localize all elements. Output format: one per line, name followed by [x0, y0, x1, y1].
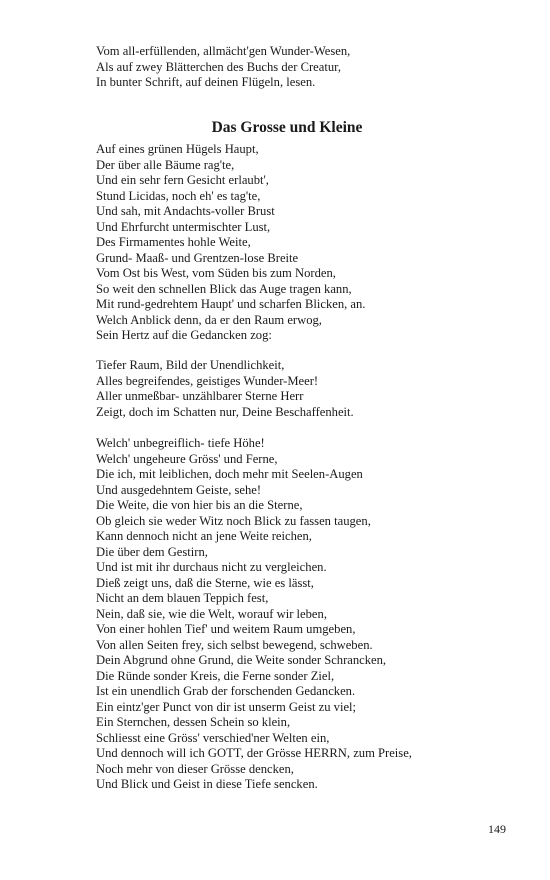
verse-line: Und dennoch will ich GOTT, der Grösse HERRN, zum Preise, [96, 746, 412, 760]
verse-line: Vom all-erfüllenden, allmächt'gen Wunder-Wesen, [96, 44, 351, 58]
verse-line: Welch' unbegreiflich- tiefe Höhe! [96, 436, 265, 450]
verse-line: Ist ein unendlich Grab der forschenden Gedancken. [96, 684, 356, 698]
verse-line: Noch mehr von dieser Grösse dencken, [96, 761, 294, 776]
verse-line: Die Ründe sonder Kreis, die Ferne sonder Ziel, [96, 668, 335, 683]
verse-line: Vom Ost bis West, vom Süden bis zum Norden, [96, 266, 336, 280]
stanza-3 [96, 436, 516, 793]
page-number: 149 [488, 822, 506, 836]
verse-line: Nicht an dem blauen Teppich fest, [96, 591, 269, 605]
verse-line: Die über dem Gestirn, [96, 544, 208, 559]
verse-line: Alles begreifendes, geistiges Wunder-Meer! [96, 373, 319, 388]
verse-line: Aller unmeßbar- unzählbarer Sterne Herr [96, 389, 304, 403]
verse-line: Ein Sternchen, dessen Schein so klein, [96, 715, 291, 729]
verse-line: Ein eintz'ger Punct von dir ist unserm Geist zu viel; [96, 699, 357, 714]
verse-line: Schliesst eine Gröss' verschied'ner Welten ein, [96, 730, 330, 745]
verse-line: Ob gleich sie weder Witz noch Blick zu fassen taugen, [96, 513, 371, 528]
verse-line: Tiefer Raum, Bild der Unendlichkeit, [96, 358, 285, 372]
verse-line: Von allen Seiten frey, sich selbst bewegend, schweben. [96, 637, 373, 652]
verse-line: Grund- Maaß- und Grentzen-lose Breite [96, 250, 299, 265]
stanza-1 [96, 142, 516, 344]
verse-line: Kann dennoch nicht an jene Weite reichen, [96, 529, 312, 543]
verse-line: Die Weite, die von hier bis an die Sterne, [96, 498, 303, 512]
verse-line: Mit rund-gedrehtem Haupt' und scharfen Blicken, an. [96, 297, 366, 311]
verse-line: Welch Anblick denn, da er den Raum erwog, [96, 312, 322, 327]
verse-line: Von einer hohlen Tief' und weitem Raum umgeben, [96, 622, 356, 636]
verse-line: Die ich, mit leiblichen, doch mehr mit Seelen-Augen [96, 467, 363, 481]
verse-line: Und sah, mit Andachts-voller Brust [96, 204, 275, 218]
intro-verse [96, 44, 516, 91]
verse-line: In bunter Schrift, auf deinen Flügeln, lesen. [96, 75, 316, 89]
verse-line: Welch' ungeheure Gröss' und Ferne, [96, 451, 278, 466]
verse-line: Des Firmamentes hohle Weite, [96, 235, 251, 249]
verse-line: Nein, daß sie, wie die Welt, worauf wir leben, [96, 606, 327, 621]
verse-line: Als auf zwey Blätterchen des Buchs der Creatur, [96, 59, 341, 74]
verse-line: Und Blick und Geist in diese Tiefe sencken. [96, 777, 318, 791]
verse-line: Dein Abgrund ohne Grund, die Weite sonder Schrancken, [96, 653, 387, 667]
verse-line: Stund Licidas, noch eh' es tag'te, [96, 188, 261, 203]
verse-line: Dieß zeigt uns, daß die Sterne, wie es lässt, [96, 575, 314, 590]
verse-line: So weit den schnellen Blick das Auge tragen kann, [96, 281, 352, 296]
verse-line: Und ist mit ihr durchaus nicht zu vergleichen. [96, 560, 327, 574]
verse-line: Und ausgedehntem Geiste, sehe! [96, 482, 262, 497]
poem-title: Das Grosse und Kleine [211, 119, 363, 136]
stanza-2 [96, 358, 516, 420]
verse-line: Sein Hertz auf die Gedancken zog: [96, 328, 272, 342]
verse-line: Zeigt, doch im Schatten nur, Deine Beschaffenheit. [96, 404, 354, 419]
verse-line: Und ein sehr fern Gesicht erlaubt', [96, 173, 269, 187]
verse-line: Der über alle Bäume rag'te, [96, 157, 235, 172]
verse-line: Auf eines grünen Hügels Haupt, [96, 142, 259, 156]
verse-line: Und Ehrfurcht untermischter Lust, [96, 219, 271, 234]
